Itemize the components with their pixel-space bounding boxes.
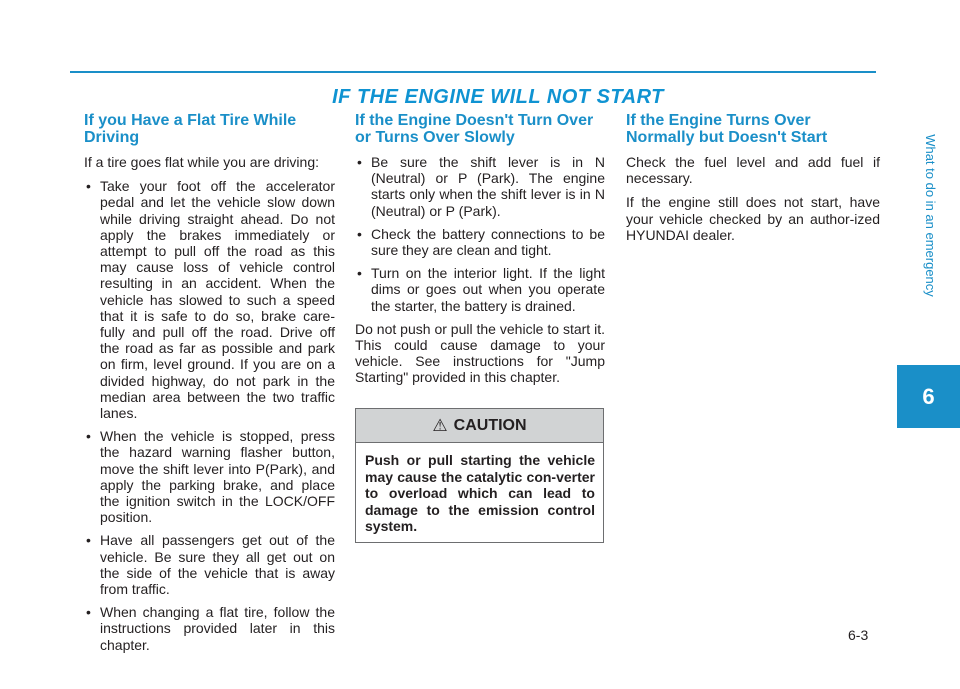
warning-triangle-icon: ⚠ [432,416,448,435]
heading-engine-slow: If the Engine Doesn't Turn Over or Turns Over Slowly [355,112,594,146]
section-title: IF THE ENGINE WILL NOT START [332,86,664,108]
chapter-tab: 6 [897,365,960,428]
list-item: • Have all passengers get out of the vehicle. Be sure they all get out on the side of the vehicle that is away from traffic. [86,532,335,598]
caution-box [355,408,604,543]
bullet-icon: • [86,178,91,195]
heading-flat-tire: If you Have a Flat Tire While Driving [84,112,297,146]
bullet-icon: • [86,532,91,549]
dealer-check-text: If the engine still does not start, have your vehicle checked by an author-ized HYUNDAI dealer. [626,194,880,243]
list-item: • When changing a flat tire, follow the instructions provided later in this chapter. [86,604,335,653]
column-flat-tire [84,112,335,660]
list-item: • Be sure the shift lever is in N (Neutral) or P (Park). The engine starts only when the shift lever is in N (Neutral) or P (Park). [357,154,605,219]
flat-tire-list [84,178,335,653]
list-item: • Take your foot off the accelerator pedal and let the vehicle slow down while driving straight ahead. Do not apply the brakes immediately or attempt to pull off the road as this may cause loss of vehicle control resulting in an accident. When the vehicle has slowed to such a speed that it is safe to do so, brake care-fully and pull off the road. Drive off the road as far as possible and park on firm, level ground. If you are on a divided highway, do not park in the median area between the two traffic lanes. [86,178,335,422]
bullet-icon: • [357,225,362,242]
intro-text: If a tire goes flat while you are driving: [84,154,320,170]
bullet-icon: • [357,154,362,170]
bullet-icon: • [86,604,91,621]
caution-text: Push or pull starting the vehicle may cause the catalytic con-verter to overload which can lead to damage to the emission control system. [365,452,595,534]
list-item: • Check the battery connections to be sure they are clean and tight. [357,225,605,259]
heading-engine-no-start: If the Engine Turns Over Normally but Doesn't Start [626,112,828,146]
caution-header [356,409,603,443]
engine-slow-list [355,154,605,314]
fuel-check-text: Check the fuel level and add fuel if necessary. [626,154,880,187]
list-item: • When the vehicle is stopped, press the hazard warning flasher button, move the shift lever into P(Park), and apply the parking brake, and place the ignition switch in the LOCK/OFF position. [86,428,335,526]
push-start-warning-text: Do not push or pull the vehicle to start it. This could cause damage to your vehicle. See instructions for "Jump Starting" provided in this chapter. [355,320,605,386]
caution-label: CAUTION [453,416,527,434]
page-number: 6-3 [848,627,869,643]
side-chapter-label: What to do in an emergency [922,133,938,297]
bullet-icon: • [86,428,91,445]
column-engine-slow [355,112,605,394]
column-engine-no-start [626,112,880,251]
bullet-icon: • [357,265,362,282]
header-rule [70,71,876,73]
list-item: • Turn on the interior light. If the light dims or goes out when you operate the starter, the battery is drained. [357,265,605,314]
